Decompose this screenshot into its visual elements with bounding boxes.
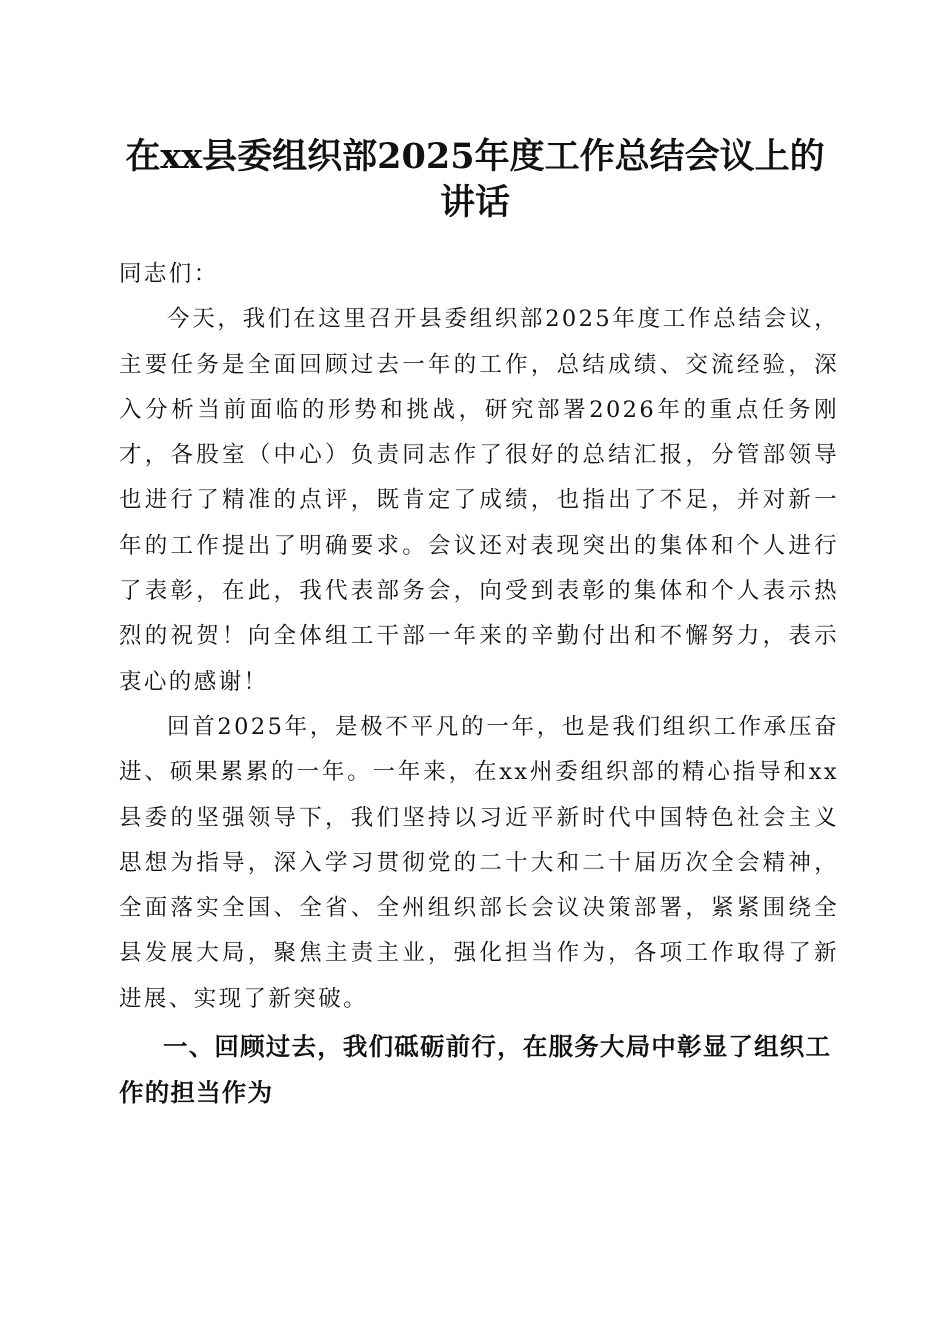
title-line-2: 讲话 [439, 182, 510, 223]
salutation: 同志们： [119, 261, 219, 287]
paragraph-review: 回首2025年，是极不平凡的一年，也是我们组织工作承压奋进、硕果累累的一年。一年来，在xx州委组织部的精心指导和xx县委的坚强领导下，我们坚持以习近平新时代中国特色社会主义思想为指导，深入学习贯彻党的二十大和二十届历次全会精神，全面落实全国、全省、全州组织部长会议决策部署，紧紧围绕全县发展大局，聚焦主责主业，强化担当作为，各项工作取得了新进展、实现了新突破。 [119, 713, 839, 1012]
title-line-1: 在xx县委组织部2025年度工作总结会议上的 [125, 136, 825, 177]
section-heading-1: 一、回顾过去，我们砥砺前行，在服务大局中彰显了组织工作的担当作为 [119, 1032, 832, 1108]
document-title [110, 134, 840, 226]
document-body [119, 252, 839, 1116]
paragraph-opening: 今天，我们在这里召开县委组织部2025年度工作总结会议，主要任务是全面回顾过去一年的工作，总结成绩、交流经验，深入分析当前面临的形势和挑战，研究部署2026年的重点任务刚才，各股室（中心）负责同志作了很好的总结汇报，分管部领导也进行了精准的点评，既肯定了成绩，也指出了不足，并对新一年的工作提出了明确要求。会议还对表现突出的集体和个人进行了表彰，在此，我代表部务会，向受到表彰的集体和个人表示热烈的祝贺！向全体组工干部一年来的辛勤付出和不懈努力，表示衷心的感谢！ [119, 306, 839, 695]
